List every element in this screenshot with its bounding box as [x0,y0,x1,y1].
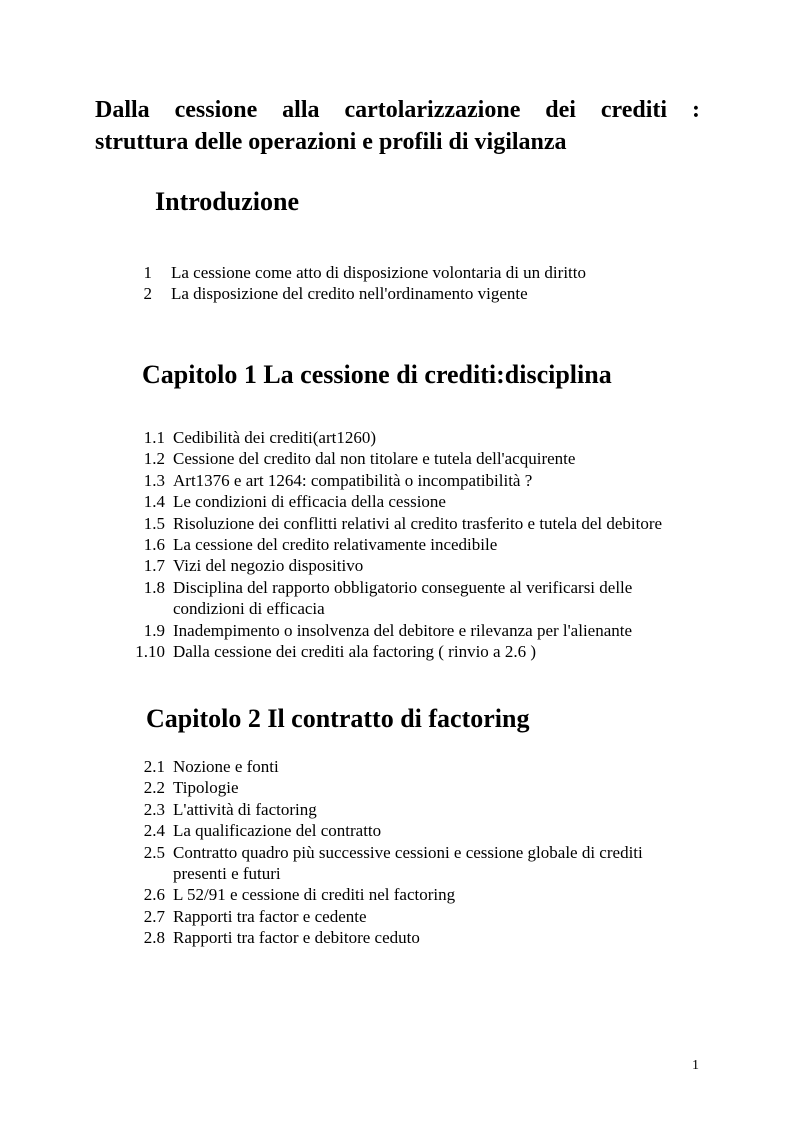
toc-item-number: 2.8 [143,928,165,948]
toc-item-text: Art1376 e art 1264: compatibilità o incompatibilità ? [173,470,533,490]
toc-item-number: 1.2 [143,449,165,469]
toc-item [130,470,693,491]
title-word: : [692,97,700,123]
toc-item-number: 2.2 [143,778,165,798]
introduzione-list [140,262,691,305]
toc-item [130,448,693,469]
toc-item-text: Dalla cessione dei crediti ala factoring ( rinvio a 2.6 ) [173,642,536,662]
toc-item [130,534,693,555]
toc-item-text: La disposizione del credito nell'ordinamento vigente [171,284,528,304]
toc-item-text: Inadempimento o insolvenza del debitore e rilevanza per l'alienante [173,620,633,640]
toc-item-number: 1.6 [143,535,165,555]
toc-item-text: Rapporti tra factor e debitore ceduto [173,928,420,948]
toc-item-number: 1.7 [143,556,165,576]
title-word: Dalla [95,97,150,123]
toc-item [130,620,693,641]
toc-item-text: Tipologie [173,778,239,798]
title-line-1 [95,94,700,126]
toc-item [140,262,691,283]
toc-item-text: La cessione come atto di disposizione volontaria di un diritto [171,263,586,282]
toc-item-text: Rapporti tra factor e cedente [173,906,367,926]
toc-item [130,927,698,948]
toc-item-number: 1.9 [143,620,165,640]
toc-item-text: L'attività di factoring [173,799,317,819]
toc-item [130,491,693,512]
document-title [95,94,700,158]
toc-item-number: 2.5 [143,842,165,862]
toc-item-text: Disciplina del rapporto obbligatorio conseguente al verificarsi delle condizioni di efficacia [173,577,633,619]
toc-item-number: 1.3 [143,470,165,490]
title-word: cessione [174,97,258,123]
toc-item [130,820,698,841]
title-word: dei [545,97,576,123]
capitolo-2-heading: Capitolo 2 Il contratto di factoring [146,704,530,733]
toc-item-text: Nozione e fonti [173,757,279,776]
toc-item [130,884,698,905]
toc-item-number: 2.4 [143,821,165,841]
title-word: crediti [600,97,668,123]
toc-item-text: L 52/91 e cessione di crediti nel factoring [173,885,456,905]
toc-item [140,283,691,304]
toc-item-number: 2 [143,284,152,304]
toc-item-number: 1.5 [143,513,165,533]
toc-item [130,799,698,820]
toc-item-number: 1.4 [143,492,165,512]
toc-item-number: 1.1 [143,428,165,447]
toc-item-number: 2.7 [143,906,165,926]
toc-item-number: 1.10 [135,642,165,662]
toc-item-text: Cessione del credito dal non titolare e tutela dell'acquirente [173,449,576,469]
toc-item [130,906,698,927]
capitolo-1-heading: Capitolo 1 La cessione di crediti:disciplina [142,360,612,389]
capitolo-2-list [130,756,698,949]
toc-item [130,577,693,620]
toc-item-number: 2.1 [143,757,165,776]
toc-item-text: Risoluzione dei conflitti relativi al credito trasferito e tutela del debitore [173,513,663,533]
toc-item [130,513,693,534]
toc-item-number: 2.6 [143,885,165,905]
toc-item-text: La cessione del credito relativamente incedibile [173,535,498,555]
toc-item [130,427,693,448]
toc-item-text: La qualificazione del contratto [173,821,382,841]
toc-item [130,842,698,885]
title-word: cartolarizzazione [344,97,521,123]
toc-item-text: Vizi del negozio dispositivo [173,556,364,576]
toc-item-text: Contratto quadro più successive cessioni e cessione globale di crediti presenti e futuri [173,842,643,884]
toc-item [130,641,693,662]
toc-item-number: 2.3 [143,799,165,819]
toc-item-number: 1.8 [143,577,165,597]
toc-item-text: Cedibilità dei crediti(art1260) [173,428,376,447]
introduzione-heading: Introduzione [155,187,299,216]
title-word: alla [282,97,320,123]
toc-item [130,555,693,576]
toc-item [130,777,698,798]
toc-item-number: 1 [143,263,152,282]
toc-item-text: Le condizioni di efficacia della cessione [173,492,446,512]
page-number: 1 [692,1058,699,1073]
capitolo-1-list [130,427,693,662]
toc-item [130,756,698,777]
title-line-2: struttura delle operazioni e profili di vigilanza [95,129,567,155]
